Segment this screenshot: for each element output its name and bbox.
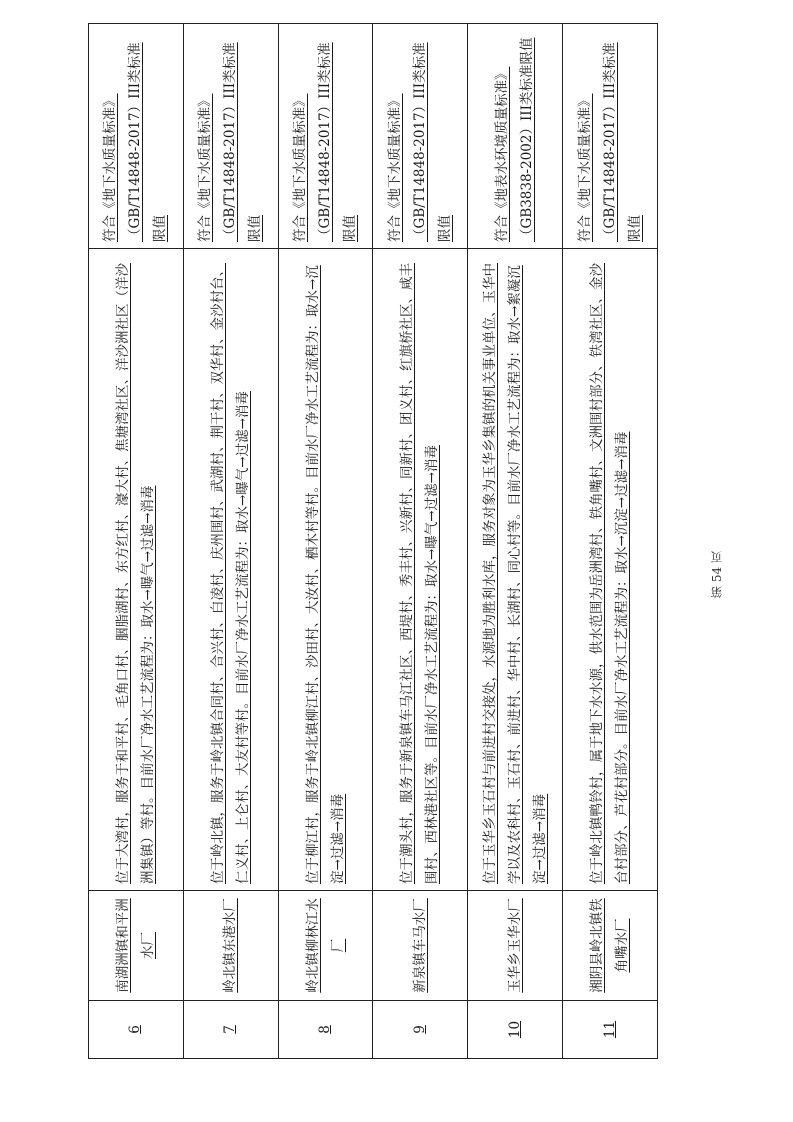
plant-description: 位于大湾村，服务于和平村、毛角口村、胭脂湖村、东方红村、濠大村、焦塘湾社区、洋沙洲社区（洋沙洲集镇）等村。目前水厂净水工艺流程为：取水→曝气→过滤→消毒	[89, 249, 184, 891]
row-number: 7	[183, 1001, 278, 1059]
rotated-table-page	[88, 24, 658, 1059]
row-number: 10	[468, 1001, 563, 1059]
plant-description: 位于岭北镇鸭铃村，属于地下水水源，供水范围为岳洲湾村、铁角嘴村、文洲围村部分、铁湾社区、金沙台村部分、芦花村部分。目前水厂净水工艺流程为：取水→沉淀→过滤→消毒	[563, 249, 658, 891]
plant-description: 位于柳江村，服务于岭北镇柳江村、沙田村、大汝村、栖木村等村。目前水厂净水工艺流程为：取水→沉淀→过滤→消毒	[278, 249, 373, 891]
quality-standard: 符合《地下水质量标准》（GB/T14848-2017）III类标准限值	[278, 24, 373, 249]
quality-standard: 符合《地下水质量标准》（GB/T14848-2017）III类标准限值	[89, 24, 184, 249]
plant-name: 新泉镇车马水厂	[373, 891, 468, 1001]
plant-description: 位于潮头村，服务于新泉镇车马江社区、西堤村、秀丰村、兴新村、同新村、团义村、红旗桥社区、咸丰围村、西林港社区等。目前水厂净水工艺流程为：取水→曝气→过滤→消毒	[373, 249, 468, 891]
plant-name: 玉华乡玉华水厂	[468, 891, 563, 1001]
row-number: 6	[89, 1001, 184, 1059]
plant-name: 南湖洲镇和平洲水厂	[89, 891, 184, 1001]
plant-name: 湘阴县岭北镇铁角嘴水厂	[563, 891, 658, 1001]
row-number: 11	[563, 1001, 658, 1059]
quality-standard: 符合《地下水质量标准》（GB/T14848-2017）III类标准限值	[563, 24, 658, 249]
plant-description: 位于玉华乡玉石村与前进村交接处，水源地为胜利水库，服务对象为玉华乡集镇的机关事业单位、玉华中学以及农科村、玉石村、前进村、华中村、长湖村、同心村等。目前水厂净水工艺流程为：取水→絮凝沉淀→过滤→消毒	[468, 249, 563, 891]
water-plant-table	[88, 23, 658, 1059]
table-row	[278, 24, 373, 1059]
table-row	[468, 24, 563, 1059]
table-row	[563, 24, 658, 1059]
table-row	[89, 24, 184, 1059]
quality-standard: 符合《地表水环境质量标准》（GB3838-2002）III类标准限值	[468, 24, 563, 249]
page-number: 第 54 页	[710, 551, 724, 599]
table-row	[373, 24, 468, 1059]
plant-name: 岭北镇东港水厂	[183, 891, 278, 1001]
plant-name: 岭北镇柳林江水厂	[278, 891, 373, 1001]
row-number: 9	[373, 1001, 468, 1059]
plant-description: 位于岭北镇，服务于岭北镇合同村、合兴村、白凌村、庆州围村、武湖村、荆干村、双华村、金沙村台、仁义村、上仑村、大友村等村。目前水厂净水工艺流程为：取水→曝气→过滤→消毒	[183, 249, 278, 891]
row-number: 8	[278, 1001, 373, 1059]
table-row	[183, 24, 278, 1059]
quality-standard: 符合《地下水质量标准》（GB/T14848-2017）III类标准限值	[373, 24, 468, 249]
quality-standard: 符合《地下水质量标准》（GB/T14848-2017）III类标准限值	[183, 24, 278, 249]
